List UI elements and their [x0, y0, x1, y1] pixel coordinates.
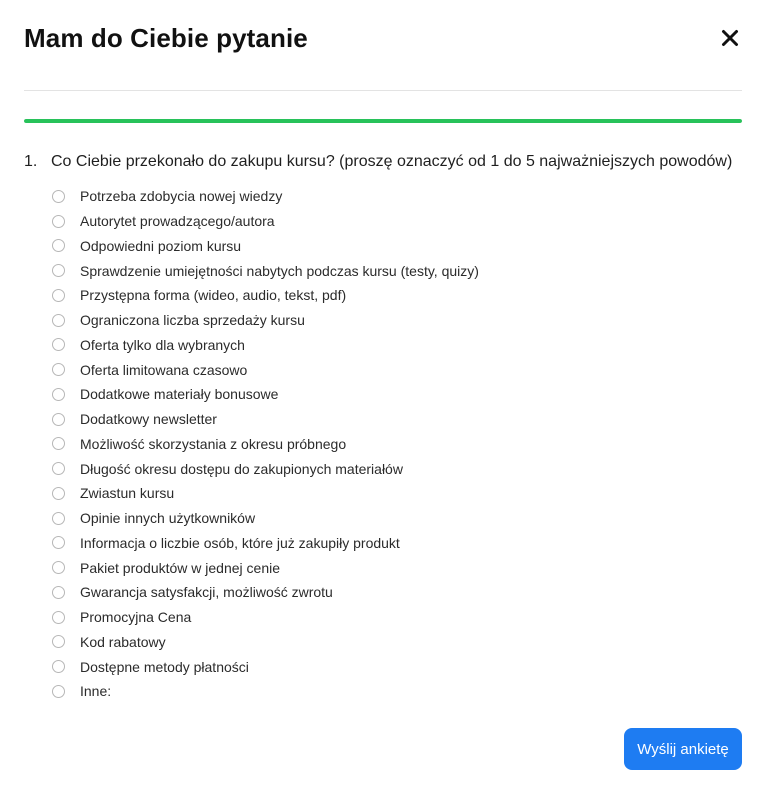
radio-button[interactable]: [52, 487, 65, 500]
radio-button[interactable]: [52, 685, 65, 698]
progress-fill: [24, 119, 742, 123]
option-label: Kod rabatowy: [80, 633, 166, 650]
radio-button[interactable]: [52, 536, 65, 549]
option-label: Sprawdzenie umiejętności nabytych podczas kursu (testy, quizy): [80, 262, 479, 279]
radio-button[interactable]: [52, 437, 65, 450]
option-item[interactable]: [52, 382, 479, 407]
radio-button[interactable]: [52, 413, 65, 426]
option-label: Gwarancja satysfakcji, możliwość zwrotu: [80, 584, 333, 601]
close-icon: [718, 26, 742, 50]
option-item[interactable]: [52, 308, 479, 333]
radio-button[interactable]: [52, 388, 65, 401]
radio-button[interactable]: [52, 611, 65, 624]
option-label: Autorytet prowadzącego/autora: [80, 213, 275, 230]
modal-title: Mam do Ciebie pytanie: [24, 23, 308, 53]
option-item[interactable]: [52, 258, 479, 283]
radio-button[interactable]: [52, 264, 65, 277]
option-label: Długość okresu dostępu do zakupionych materiałów: [80, 460, 403, 477]
header-divider: [24, 90, 742, 91]
option-label: Pakiet produktów w jednej cenie: [80, 559, 281, 576]
option-label: Zwiastun kursu: [80, 485, 175, 502]
option-item[interactable]: [52, 283, 479, 308]
radio-button[interactable]: [52, 239, 65, 252]
radio-button[interactable]: [52, 660, 65, 673]
option-label: Potrzeba zdobycia nowej wiedzy: [80, 188, 283, 205]
submit-button[interactable]: Wyślij ankietę: [624, 728, 742, 770]
option-label: Ograniczona liczba sprzedaży kursu: [80, 312, 305, 329]
option-label: Dodatkowy newsletter: [80, 411, 217, 428]
option-label: Oferta limitowana czasowo: [80, 361, 248, 378]
option-label: Informacja o liczbie osób, które już zakupiły produkt: [80, 534, 400, 551]
option-item[interactable]: [52, 234, 479, 259]
option-label: Opinie innych użytkowników: [80, 510, 256, 527]
modal-header: [24, 20, 742, 60]
radio-button[interactable]: [52, 462, 65, 475]
question-number: 1.: [24, 153, 38, 170]
radio-button[interactable]: [52, 215, 65, 228]
option-item[interactable]: [52, 184, 479, 209]
option-label: Oferta tylko dla wybranych: [80, 336, 245, 353]
option-item[interactable]: [52, 209, 479, 234]
option-item[interactable]: [52, 333, 479, 358]
option-item[interactable]: [52, 407, 479, 432]
option-item[interactable]: [52, 531, 479, 556]
option-label: Odpowiedni poziom kursu: [80, 237, 242, 254]
radio-button[interactable]: [52, 363, 65, 376]
option-item[interactable]: [52, 605, 479, 630]
options-list: [52, 184, 479, 704]
radio-button[interactable]: [52, 289, 65, 302]
question-text: Co Ciebie przekonało do zakupu kursu? (proszę oznaczyć od 1 do 5 najważniejszych powodów): [51, 153, 733, 170]
option-item[interactable]: [52, 630, 479, 655]
radio-button[interactable]: [52, 561, 65, 574]
option-item[interactable]: [52, 357, 479, 382]
question: [24, 153, 748, 171]
option-item[interactable]: [52, 481, 479, 506]
option-item[interactable]: [52, 654, 479, 679]
option-item[interactable]: [52, 679, 479, 704]
option-label: Promocyjna Cena: [80, 609, 192, 626]
option-item[interactable]: [52, 580, 479, 605]
option-label: Przystępna forma (wideo, audio, tekst, pdf): [80, 287, 347, 304]
radio-button[interactable]: [52, 338, 65, 351]
option-label: Dostępne metody płatności: [80, 658, 249, 675]
radio-button[interactable]: [52, 512, 65, 525]
radio-button[interactable]: [52, 586, 65, 599]
option-label: Inne:: [80, 683, 112, 700]
close-button[interactable]: [718, 26, 742, 50]
option-item[interactable]: [52, 506, 479, 531]
radio-button[interactable]: [52, 635, 65, 648]
option-item[interactable]: [52, 432, 479, 457]
option-item[interactable]: [52, 555, 479, 580]
progress-bar: [24, 119, 742, 123]
radio-button[interactable]: [52, 314, 65, 327]
option-label: Możliwość skorzystania z okresu próbnego: [80, 435, 347, 452]
option-label: Dodatkowe materiały bonusowe: [80, 386, 279, 403]
radio-button[interactable]: [52, 190, 65, 203]
option-item[interactable]: [52, 456, 479, 481]
